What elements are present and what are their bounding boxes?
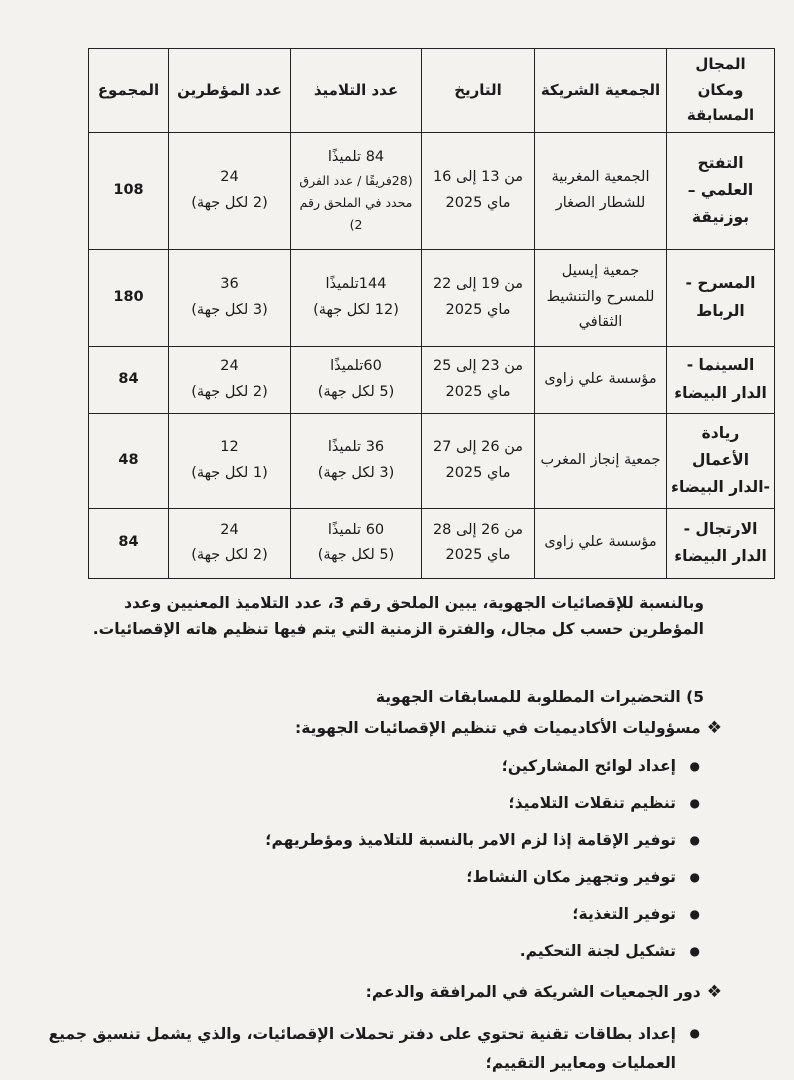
list-item-text: إعداد لوائح المشاركين؛ [501, 757, 676, 775]
bullet-icon: ● [689, 870, 700, 884]
list-item-text: تشكيل لجنة التحكيم. [519, 942, 676, 960]
students-note: (12 لكل جهة) [313, 301, 399, 318]
students-note: (28فريقًا / عدد الفرق محدد في الملحق رقم 2) [299, 173, 413, 233]
header-trainers: عدد المؤطرين [169, 49, 291, 133]
partners-heading [366, 978, 722, 1007]
cell-students [291, 249, 422, 346]
list-item-text: توفير التغذية؛ [572, 905, 676, 923]
cell-field: ريادة الأعمال -الدار البيضاء [667, 413, 775, 508]
trainers-count: 24 [220, 358, 239, 375]
cell-date: من 26 إلى 27 ماي 2025 [422, 413, 535, 508]
partners-list [24, 1020, 704, 1077]
header-total: المجموع [89, 49, 169, 133]
table-row [89, 249, 775, 346]
list-item [265, 748, 704, 785]
table-header-row [89, 49, 775, 133]
students-count: 60تلميذًا [330, 358, 382, 375]
trainers-count: 24 [220, 521, 239, 538]
trainers-note: (3 لكل جهة) [191, 301, 268, 318]
list-item-text: توفير وتجهيز مكان النشاط؛ [466, 868, 676, 886]
students-note: (5 لكل جهة) [317, 383, 395, 400]
list-item-text: إعداد بطاقات تقنية تحتوي على دفتر تحملات الإقصائيات، والذي يشمل تنسيق جميع العمليات ومعايير التقييم؛ [48, 1025, 676, 1072]
header-date: التاريخ [422, 49, 535, 133]
table-row [89, 346, 775, 413]
cell-date: من 19 إلى 22 ماي 2025 [422, 249, 535, 346]
cell-total: 48 [89, 413, 169, 508]
students-count: 36 تلميذًا [327, 439, 385, 456]
students-note: (3 لكل جهة) [317, 464, 395, 481]
list-item [265, 822, 704, 859]
table-row [89, 413, 775, 508]
cell-trainers [169, 508, 291, 578]
cell-total: 84 [89, 508, 169, 578]
trainers-count: 36 [220, 276, 239, 293]
section-heading: 5) التحضيرات المطلوبة للمسابقات الجهوية [375, 688, 704, 706]
diamond-icon: ❖ [706, 718, 722, 738]
cell-field: السينما - الدار البيضاء [667, 346, 775, 413]
cell-association: جمعية إنجاز المغرب [535, 413, 667, 508]
cell-association: مؤسسة علي زاوى [535, 346, 667, 413]
trainers-note: (2 لكل جهة) [191, 383, 268, 400]
cell-field: التفتح العلمي –بوزنيقة [667, 132, 775, 249]
list-item [265, 785, 704, 822]
students-count: 144تلميذًا [325, 276, 387, 293]
cell-date: من 23 إلى 25 ماي 2025 [422, 346, 535, 413]
competitions-table [88, 48, 775, 579]
list-item [24, 1020, 704, 1077]
cell-trainers [169, 413, 291, 508]
academies-list [265, 748, 704, 970]
cell-total: 84 [89, 346, 169, 413]
cell-trainers [169, 249, 291, 346]
cell-association: جمعية إيسيل للمسرح والتنشيط الثقافي [535, 249, 667, 346]
diamond-icon: ❖ [706, 982, 722, 1002]
bullet-icon: ● [689, 907, 700, 921]
list-item [265, 933, 704, 970]
trainers-note: (1 لكل جهة) [191, 464, 268, 481]
cell-date: من 13 إلى 16 ماي 2025 [422, 132, 535, 249]
list-item-text: توفير الإقامة إذا لزم الامر بالنسبة للتلاميذ ومؤطريهم؛ [265, 831, 676, 849]
table-row [89, 508, 775, 578]
header-field: المجال ومكان المسابقة [667, 49, 775, 133]
cell-trainers [169, 346, 291, 413]
students-count: 84 تلميذًا [327, 149, 385, 165]
academies-heading [295, 714, 722, 743]
cell-total: 180 [89, 249, 169, 346]
list-item [265, 859, 704, 896]
cell-students [291, 346, 422, 413]
cell-total: 108 [89, 132, 169, 249]
academies-title: مسؤوليات الأكاديميات في تنظيم الإقصائيات الجهوية: [295, 719, 701, 737]
bullet-icon: ● [689, 833, 700, 847]
students-count: 60 تلميذًا [327, 521, 385, 538]
cell-field: الارتجال - الدار البيضاء [667, 508, 775, 578]
bullet-icon: ● [689, 1026, 700, 1040]
cell-trainers [169, 132, 291, 249]
intro-paragraph: وبالنسبة للإقصائيات الجهوية، يبين الملحق رقم 3، عدد التلاميذ المعنيين وعدد المؤطرين حسب كل مجال، والفترة الزمنية التي يتم فيها تنظيم هاته الإقصائيات. [92, 594, 704, 639]
cell-date: من 26 إلى 28 ماي 2025 [422, 508, 535, 578]
cell-field: المسرح - الرباط [667, 249, 775, 346]
table-row [89, 132, 775, 249]
bullet-icon: ● [689, 759, 700, 773]
cell-association: الجمعية المغربية للشطار الصغار [535, 132, 667, 249]
bullet-icon: ● [689, 944, 700, 958]
cell-students [291, 413, 422, 508]
cell-students [291, 508, 422, 578]
students-note: (5 لكل جهة) [317, 547, 395, 563]
header-students: عدد التلاميذ [291, 49, 422, 133]
trainers-count: 12 [220, 439, 239, 456]
trainers-note: (2 لكل جهة) [191, 194, 268, 211]
partners-title: دور الجمعيات الشريكة في المرافقة والدعم: [365, 983, 701, 1001]
cell-association: مؤسسة علي زاوى [535, 508, 667, 578]
trainers-note: (2 لكل جهة) [191, 547, 268, 563]
list-item-text: تنظيم تنقلات التلاميذ؛ [508, 794, 676, 812]
trainers-count: 24 [220, 169, 239, 186]
list-item [265, 896, 704, 933]
header-association: الجمعية الشريكة [535, 49, 667, 133]
bullet-icon: ● [689, 796, 700, 810]
cell-students [291, 132, 422, 249]
